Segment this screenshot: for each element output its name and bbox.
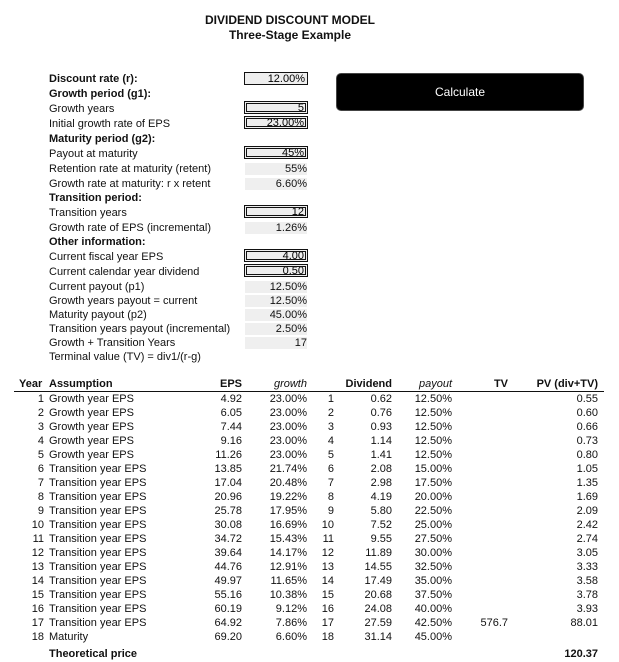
cell-period: 18 [321,631,334,643]
calendar-dividend-input[interactable] [244,264,308,277]
cell-pv: 3.58 [576,575,598,587]
cell-eps: 6.05 [220,407,242,419]
cell-growth: 19.22% [269,491,307,503]
table-header-rule [14,391,604,392]
col-header-year: Year [19,378,43,390]
current-payout-label: Current payout (p1) [49,281,145,293]
growth-period-heading: Growth period (g1): [49,88,152,100]
maturity-payout-label: Maturity payout (p2) [49,309,147,321]
cell-period: 10 [321,519,334,531]
col-header-pv: PV (div+TV) [536,378,598,390]
cell-year: 12 [31,547,44,559]
cell-payout: 27.50% [414,533,452,545]
cell-pv: 3.33 [576,561,598,573]
cell-year: 8 [37,491,44,503]
cell-assumption: Transition year EPS [49,491,147,503]
growth-payout-value: 12.50% [245,295,307,307]
cell-pv: 2.74 [576,533,598,545]
cell-payout: 30.00% [414,547,452,559]
calendar-dividend-label: Current calendar year dividend [49,266,200,278]
cell-payout: 42.50% [414,617,452,629]
cell-payout: 12.50% [414,421,452,433]
cell-assumption: Transition year EPS [49,463,147,475]
cell-dividend: 0.62 [370,393,392,405]
growth-eps-incremental-label: Growth rate of EPS (incremental) [49,222,212,234]
cell-period: 2 [327,407,334,419]
initial-growth-label: Initial growth rate of EPS [49,118,171,130]
cell-year: 7 [37,477,44,489]
cell-growth: 17.95% [269,505,307,517]
theoretical-price-value: 120.37 [564,648,598,660]
cell-eps: 60.19 [214,603,242,615]
maturity-period-heading: Maturity period (g2): [49,133,156,145]
cell-year: 13 [31,561,44,573]
maturity-payout-value: 45.00% [245,309,307,321]
col-header-growth: growth [273,378,307,390]
cell-growth: 21.74% [269,463,307,475]
cell-pv: 0.55 [576,393,598,405]
cell-pv: 0.73 [576,435,598,447]
growth-transition-years-label: Growth + Transition Years [49,337,176,349]
growth-years-input[interactable] [244,101,308,114]
cell-assumption: Transition year EPS [49,603,147,615]
cell-growth: 11.65% [270,575,307,587]
retention-rate-value: 55% [245,163,307,175]
cell-eps: 17.04 [214,477,242,489]
growth-years-label: Growth years [49,103,115,115]
cell-growth: 6.60% [275,631,307,643]
table-row [0,617,619,631]
cell-eps: 34.72 [214,533,242,545]
cell-growth: 23.00% [269,393,307,405]
table-row [0,463,619,477]
cell-dividend: 2.08 [370,463,392,475]
cell-payout: 35.00% [414,575,452,587]
cell-eps: 44.76 [214,561,242,573]
cell-pv: 0.80 [576,449,598,461]
cell-assumption: Transition year EPS [49,519,147,531]
cell-eps: 30.08 [214,519,242,531]
cell-period: 6 [327,463,334,475]
cell-year: 16 [31,603,44,615]
growth-maturity-label: Growth rate at maturity: r x retent [49,178,211,190]
cell-pv: 3.05 [576,547,598,559]
cell-assumption: Growth year EPS [49,435,134,447]
cell-eps: 64.92 [214,617,242,629]
table-row [0,519,619,533]
cell-dividend: 27.59 [364,617,392,629]
cell-pv: 0.66 [576,421,598,433]
cell-assumption: Transition year EPS [49,477,147,489]
calculate-button[interactable]: Calculate [337,74,583,110]
cell-period: 3 [327,421,334,433]
cell-dividend: 31.14 [364,631,392,643]
table-row [0,435,619,449]
table-row [0,393,619,407]
discount-rate-input[interactable] [244,72,308,85]
growth-payout-label: Growth years payout = current [49,295,198,307]
growth-maturity-value: 6.60% [245,178,307,190]
cell-assumption: Transition year EPS [49,561,147,573]
cell-period: 7 [327,477,334,489]
cell-growth: 15.43% [269,533,307,545]
cell-dividend: 2.98 [370,477,392,489]
cell-growth: 16.69% [269,519,307,531]
cell-period: 14 [321,575,334,587]
fiscal-eps-label: Current fiscal year EPS [49,251,164,263]
cell-assumption: Growth year EPS [49,407,134,419]
transition-payout-label: Transition years payout (incremental) [49,323,231,335]
cell-assumption: Growth year EPS [49,421,134,433]
cell-payout: 20.00% [414,491,452,503]
cell-payout: 12.50% [414,393,452,405]
cell-payout: 12.50% [414,435,452,447]
cell-year: 4 [37,435,44,447]
cell-year: 17 [31,617,44,629]
table-row [0,449,619,463]
table-row [0,491,619,505]
cell-assumption: Growth year EPS [49,393,134,405]
cell-growth: 23.00% [269,449,307,461]
cell-pv: 3.93 [576,603,598,615]
cell-year: 6 [37,463,44,475]
cell-period: 8 [327,491,334,503]
cell-eps: 4.92 [220,393,242,405]
cell-year: 3 [37,421,44,433]
cell-year: 9 [37,505,44,517]
cell-growth: 23.00% [269,407,307,419]
page-subtitle: Three-Stage Example [228,28,352,42]
table-row [0,505,619,519]
cell-growth: 10.38% [269,589,307,601]
cell-period: 1 [327,393,334,405]
transition-years-input[interactable] [244,205,308,218]
cell-payout: 45.00% [414,631,452,643]
cell-dividend: 4.19 [370,491,392,503]
col-header-dividend: Dividend [345,378,392,390]
table-row [0,631,619,645]
table-row [0,477,619,491]
cell-eps: 9.16 [220,435,242,447]
cell-growth: 7.86% [275,617,307,629]
table-row [0,589,619,603]
cell-dividend: 5.80 [370,505,392,517]
cell-assumption: Transition year EPS [49,533,147,545]
cell-pv: 3.78 [576,589,598,601]
cell-dividend: 0.93 [370,421,392,433]
cell-assumption: Maturity [49,631,89,643]
cell-assumption: Growth year EPS [49,449,134,461]
cell-eps: 25.78 [214,505,242,517]
cell-dividend: 9.55 [370,533,392,545]
cell-assumption: Transition year EPS [49,505,147,517]
cell-eps: 13.85 [214,463,242,475]
cell-pv: 1.69 [576,491,598,503]
cell-dividend: 7.52 [370,519,392,531]
cell-pv: 1.35 [576,477,598,489]
col-header-payout: payout [418,378,452,390]
initial-growth-input[interactable] [244,116,308,129]
table-row [0,603,619,617]
cell-eps: 55.16 [214,589,242,601]
table-row [0,575,619,589]
cell-dividend: 24.08 [364,603,392,615]
current-payout-value: 12.50% [245,281,307,293]
cell-dividend: 11.89 [365,547,392,559]
cell-year: 15 [31,589,44,601]
cell-payout: 25.00% [414,519,452,531]
table-row [0,561,619,575]
cell-period: 9 [327,505,334,517]
cell-dividend: 1.14 [370,435,392,447]
cell-tv: 576.7 [480,617,508,629]
cell-growth: 9.12% [275,603,307,615]
cell-period: 5 [327,449,334,461]
payout-maturity-label: Payout at maturity [49,148,138,160]
retention-rate-label: Retention rate at maturity (retent) [49,163,212,175]
terminal-value-label: Terminal value (TV) = div1/(r-g) [49,351,201,363]
growth-eps-incremental-value: 1.26% [245,222,307,234]
cell-eps: 11.26 [215,449,242,461]
cell-pv: 2.42 [576,519,598,531]
cell-eps: 69.20 [214,631,242,643]
cell-payout: 37.50% [414,589,452,601]
cell-pv: 88.01 [570,617,598,629]
cell-year: 2 [37,407,44,419]
transition-payout-value: 2.50% [245,323,307,335]
col-header-eps: EPS [219,378,242,390]
total-row [0,648,619,662]
table-row [0,421,619,435]
col-header-assumption: Assumption [49,378,113,390]
cell-eps: 49.97 [214,575,242,587]
fiscal-eps-input[interactable] [244,249,308,262]
cell-assumption: Transition year EPS [49,575,147,587]
cell-dividend: 17.49 [364,575,392,587]
cell-growth: 23.00% [269,421,307,433]
cell-dividend: 20.68 [364,589,392,601]
cell-period: 13 [321,561,334,573]
cell-assumption: Transition year EPS [49,589,147,601]
other-information-heading: Other information: [49,236,146,248]
cell-dividend: 0.76 [370,407,392,419]
cell-eps: 39.64 [214,547,242,559]
cell-period: 4 [327,435,334,447]
cell-payout: 17.50% [414,477,452,489]
page-title: DIVIDEND DISCOUNT MODEL [204,13,375,27]
cell-eps: 7.44 [220,421,242,433]
cell-period: 12 [321,547,334,559]
theoretical-price-label: Theoretical price [49,648,138,660]
cell-year: 18 [31,631,44,643]
cell-payout: 22.50% [414,505,452,517]
cell-pv: 0.60 [576,407,598,419]
cell-year: 14 [31,575,44,587]
cell-period: 15 [321,589,334,601]
table-row [0,407,619,421]
cell-assumption: Transition year EPS [49,617,147,629]
cell-dividend: 1.41 [370,449,392,461]
cell-year: 10 [31,519,44,531]
cell-pv: 1.05 [576,463,598,475]
cell-growth: 20.48% [269,477,307,489]
cell-growth: 14.17% [269,547,307,559]
cell-payout: 15.00% [414,463,452,475]
cell-year: 5 [37,449,44,461]
cell-period: 17 [321,617,334,629]
cell-period: 11 [322,533,334,545]
transition-years-label: Transition years [49,207,127,219]
cell-growth: 12.91% [269,561,307,573]
payout-maturity-input[interactable] [244,146,308,159]
discount-rate-label: Discount rate (r): [49,73,138,85]
cell-year: 1 [37,393,44,405]
col-header-tv: TV [493,378,508,390]
cell-pv: 2.09 [576,505,598,517]
cell-assumption: Transition year EPS [49,547,147,559]
cell-payout: 12.50% [414,449,452,461]
cell-dividend: 14.55 [364,561,392,573]
growth-transition-years-value: 17 [245,337,307,349]
cell-payout: 12.50% [414,407,452,419]
cell-eps: 20.96 [214,491,242,503]
cell-payout: 32.50% [414,561,452,573]
cell-period: 16 [321,603,334,615]
cell-payout: 40.00% [414,603,452,615]
table-row [0,547,619,561]
cell-year: 11 [32,533,44,545]
transition-period-heading: Transition period: [49,192,142,204]
table-row [0,533,619,547]
cell-growth: 23.00% [269,435,307,447]
